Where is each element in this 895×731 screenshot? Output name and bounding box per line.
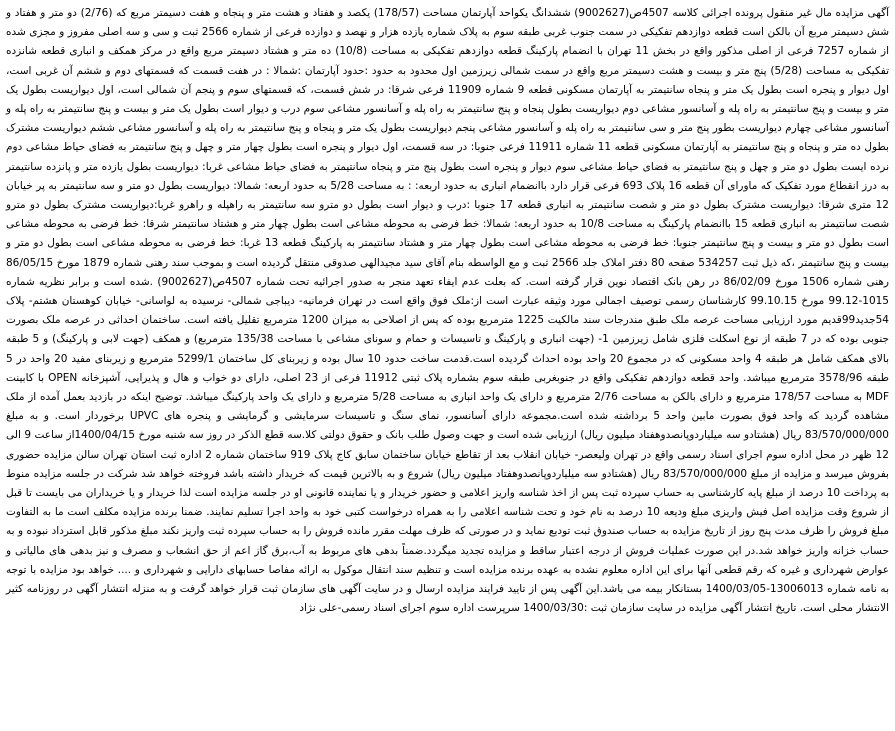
auction-notice-text: آگهی مزایده مال غیر منقول پرونده اجرائی کلاسه 4507ص(9002627) ششدانگ یکواحد آپارتمان مساحت (178/57) یکصد و هفتاد و هشت متر و پنجاه و هفت دسیمتر مربع که (2/76) دو متر و هفتاد و شش دسیمتر مربع آن بالکن است قطعه دوازدهم تفکیکی در سمت جنوب غربی طبقه سوم به پلاک شماره یازده هزار و نهصد و دوازده فرعی از شماره 2566 ثبت و سی و سه اصلی مفروز و مجزی شده از شماره 7257 فرعی از اصلی مذکور واقع در بخش 11 تهران با انضمام پارکینگ قطعه دوازدهم تفکیکی به مساحت (10/8) ده متر و هشتاد دسیمتر مربع واقع در مرکز همکف و انباری قطعه شانزده تفکیکی به مساحت (5/28) پنج متر و بیست و هشت دسیمتر مربع واقع در سمت شمالی زیرزمین اول محدود به حدود :حدود آپارتمان :شمالا : در هفت قسمت که قسمتهای دوم و ششم آن غربی است، اول دیوار و پنجره است بطول یک متر و پنجاه سانتیمتر به آپارتمان مسکونی قطعه 9 شماره 11909 فرعی شرقا: در شش قسمت، که قسمتهای سوم و پنجم آن شمالی است، اول دیواریست بطول یک متر و بیست و پنج سانتیمتر به راه پله و آسانسور مشاعی دوم دیواریست بطول پنجاه و پنج سانتیمتر به راه پله و آسانسور مشاعی سوم درب و دیوار است بطول یک متر و بیست و پنج سانتیمتر به راه پله و آسانسور مشاعی چهارم دیواریست بطور پنج متر و سی سانتیمتر به راه پله و آسانسور مشاعی پنجم دیواریست بطول یک متر و پنجاه و پنج سانتیمتر به راه پله و آسانسور مشاعی ششم دیواریست مشترک بطول ده متر و پنجاه و پنج سانتیمتر به آپارتمان مسکونی قطعه 11 شماره 11911 فرعی جنوبا: در سه قسمت، اول دیوار و پنجره است بطول چهار متر و چهل و پنج سانتیمتر به فضای حیاط مشاعی دوم نرده ایست بطول دو متر و چهل و پنج سانتیمتر به فضای حیاط مشاعی سوم دیوار و پنجره است بطول پنج متر و پنجاه سانتیمتر به فضای حیاط مشاعی غربا: دیواریست بطول یازده متر و پانزده سانتیمتر به درز انقطاع مورد تفکیک که ماورای آن قطعه 16 پلاک 693 فرعی قرار دارد باانضمام انباری به حدود اربعه: : به مساحت 5/28 به حدود اربعه: شمالا: دیواریست بطول دو متر و سه سانتیمتر به پر خیابان 12 متری شرقا: دیواریست مشترک بطول دو متر و شصت سانتیمتر به انباری قطعه 17 جنوبا :درب و دیوار است بطول دو مترو سه سانتیمتر به راهپله و راهرو غربا:دیواریست مشترک بطول دو مترو شصت سانتیمتر به انباری قطعه 15 باانضمام پارکینگ به مساحت 10/8 به حدود اربعه: شمالا: خط فرضی به محوطه مشاعی است بطول چهار متر و هشتاد سانتیمتر شرقا: خط فرضی به محوطه مشاعی است بطول دو متر و بیست و پنج سانتیمتر جنوبا: خط فرضی به محوطه مشاعی است بطول چهار متر و هشتاد سانتیمتر به پارکینگ قطعه 13 غربا: خط فرضی به محوطه مشاعی است بطول دو متر و بیست و پنج سانتیمتر ،که ذیل ثبت 534257 صفحه 80 دفتر املاک جلد 2566 ثبت و مع الواسطه بنام آقای سید مجیدالهی صدوقی منتقل گردیده است و بموجب سند رهنی شماره 1879 مورخ 86/05/15 رهنی شماره 1506 مورخ 86/02/09 در رهن بانک اقتصاد نوین قرار گرفته است. که بعلت عدم ایفاء تعهد منجر به صدور اجرائیه تحت شماره 4507ص(9002627) .شده است و برابر نظریه شماره 1015-99.12 مورخ 99.10.15 کارشناسان رسمی توصیف اجمالی مورد وثیقه عبارت است از:ملک فوق واقع است در تهران فرمانیه- دیباجی شمالی- نرسیده به لواسانی- خیابان کوهستان هشتم- پلاک 54جدید99قدیم مورد ارزیابی مساحت عرصه ملک طبق مندرجات سند مالکیت 1225 مترمربع بوده که پس از اصلاحی به میزان 1200 مترمربع تقلیل یافته است. ساختمان احداثی در عرصه ملک بصورت جنوبی بوده که در 7 طبقه از نوع اسکلت فلزی شامل زیرزمین 1- (جهت انباری و پارکینگ و تاسیسات و حمام و سونای مشاعی با مساحت 135/38 مترمربع) و همکف (جهت لابی و پارکینگ) و 5 طبقه بالای همکف شامل هر طبقه 4 واحد مسکونی که در مجموع 20 واحد بوده احداث گردیده است.قدمت ساخت حدود 10 سال بوده و زیربنای کل ساختمان 5299/1 مترمربع و زیربنای مفید 20 واحد در 5 طبقه 3578/96 مترمربع میباشد. واحد قطعه دوازدهم تفکیکی واقع در جنوبغربی طبقه سوم بشماره پلاک ثبتی 11912 فرعی از 23 اصلی، دارای دو خواب و هال و پذیرایی، آشپزخانه OPEN با کابینت MDF به مساحت 178/57 مترمربع و دارای بالکن به مساحت 2/76 مترمربع و دارای یک واحد انباری به مساحت 5/28 مترمربع و دارای یک واحد پارکینگ میباشد. توضیح اینکه در بازدید بعمل آمده از ملک مشاهده گردید که واحد فوق بصورت مابین واحد 5 برداشته شده است.مجموعه دارای آسانسور، نمای سنگ و تاسیسات سرمایشی و گرمایشی و پنجره های UPVC برخوردار است. و به مبلغ 83/570/000/000 ریال (هشتادو سه میلیاردوپانصدوهفتاد میلیون ریال) ارزیابی شده است و جهت وصول طلب بانک و حقوق دولتی کلا.سه قطع الذکر در روز سه شنبه مورخ 1400/04/15از ساعت 9 الی 12 ظهر در محل اداره سوم اجرای اسناد رسمی واقع در تهران ولیعصر- خیابان انقلاب بعد از تقاطع خیابان ساختمان سابق کاج پلاک 919 ساختمان شماره 2 اداره ثبت استان تهران سالن مزایده حضوری بفروش میرسد و مزایده از مبلغ 83/570/000/000 ریال (هشتادو سه میلیاردوپانصدوهفتاد میلیون ریال) شروع و به بالاترین قیمت که خریدار داشته باشد فروخته خواهد شد شرکت در جلسه مزایده منوط به پرداخت 10 درصد از مبلغ پایه کارشناسی به حساب سپرده ثبت پس از اخذ شناسه واریز اعلامی و حضور خریدار و یا نماینده قانونی او در جلسه مزایده است لذا خریدار و یا خریداران می بایست تا قبل از شروع وقت مزایده اصل فیش واریزی مبلغ ودیعه 10 درصد به نام خود و تحت شناسه اعلامی را به همراه درخواست کتبی خود به واحد اجرا تسلیم نمایند. ضمنا برنده مزایده مکلف است ما به التفاوت مبلغ فروش را ظرف مدت پنج روز از تاریخ مزایده به حساب صندوق ثبت تودیع نماید و در صورتی که ظرف مهلت مقرر مانده فروش را به حساب سپرده ثبت واریز نکند مبلغ مذکور قابل استرداد نبوده و به حساب خزانه واریز خواهد شد.در این صورت عملیات فروش از درجه اعتبار ساقط و مزایده تجدید میگردد.ضمناً بدهی های مربوط به آب،برق گاز اعم از حق انشعاب و مصرف و نیز بدهی های مالیاتی و عوارض شهرداری و غیره که رقم قطعی آنها برای این اداره معلوم نشده به عهده برنده مزایده است و تنظیم سند انتقال موکول به ارائه مفاصا حسابهای دارایی و شهرداری و .... خواهد بود مزایده با توجه به نامه شماره 13006013-1400/03/05 بستانکار بیمه می باشد.این آگهی پس از تایید فرایند مزایده ارسال و در سایت آگهی های سازمان ثبت قرار خواهد گرفت و به منزله انتشار آگهی در روزنامه کثیر الانتشار محلی است. تاریخ انتشار آگهی مزایده در سایت سازمان ثبت :1400/03/30 سرپرست اداره سوم اجرای اسناد رسمی-علی نژاد [6,7,890,615]
